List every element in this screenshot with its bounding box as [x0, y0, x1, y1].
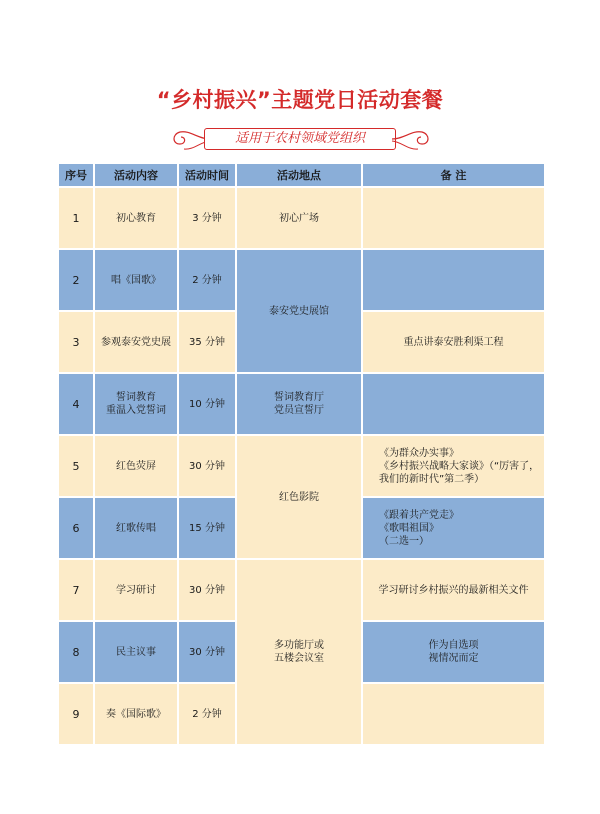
row-place-line: 誓词教育厅 — [274, 392, 324, 403]
table-row — [58, 373, 545, 435]
row-no: 8 — [58, 621, 94, 683]
row-time: 30 分钟 — [178, 435, 236, 497]
row-place: 泰安党史展馆 — [236, 249, 362, 373]
row-place: 红色影院 — [236, 435, 362, 559]
row-content: 唱《国歌》 — [94, 249, 178, 311]
table-header-row — [58, 163, 545, 187]
row-place — [236, 373, 362, 435]
table-row — [58, 559, 545, 621]
row-note-line: 我们的新时代”第二季） — [379, 473, 485, 485]
row-note-line: 《为群众办实事》 — [379, 447, 459, 459]
row-note: 重点讲泰安胜利渠工程 — [362, 311, 545, 373]
row-note-line: 《跟着共产党走》 — [379, 509, 459, 521]
row-time: 2 分钟 — [178, 249, 236, 311]
header-note: 备 注 — [362, 163, 545, 187]
row-content — [94, 373, 178, 435]
row-time: 30 分钟 — [178, 559, 236, 621]
row-content: 民主议事 — [94, 621, 178, 683]
activity-table — [57, 162, 546, 746]
row-note — [362, 435, 545, 497]
row-note — [362, 249, 545, 311]
row-content: 奏《国际歌》 — [94, 683, 178, 745]
row-place — [236, 559, 362, 745]
row-no: 2 — [58, 249, 94, 311]
row-note — [362, 187, 545, 249]
row-no: 1 — [58, 187, 94, 249]
row-no: 5 — [58, 435, 94, 497]
decorative-swirl-right-icon — [390, 126, 434, 154]
subtitle-banner — [168, 126, 434, 154]
subtitle: 适用于农村领域党组织 — [204, 128, 396, 150]
row-no: 3 — [58, 311, 94, 373]
row-no: 9 — [58, 683, 94, 745]
row-content: 初心教育 — [94, 187, 178, 249]
row-time: 3 分钟 — [178, 187, 236, 249]
row-content-line: 重温入党誓词 — [106, 405, 166, 416]
page-title: “乡村振兴”主题党日活动套餐 — [156, 88, 444, 112]
row-time: 15 分钟 — [178, 497, 236, 559]
row-note — [362, 683, 545, 745]
table-row — [58, 187, 545, 249]
header-no: 序号 — [58, 163, 94, 187]
header-place: 活动地点 — [236, 163, 362, 187]
row-time: 10 分钟 — [178, 373, 236, 435]
row-time: 30 分钟 — [178, 621, 236, 683]
row-no: 4 — [58, 373, 94, 435]
row-note-line: （二选一） — [379, 535, 429, 547]
row-note — [362, 497, 545, 559]
row-note-line: 《歌唱祖国》 — [379, 522, 439, 534]
row-time: 2 分钟 — [178, 683, 236, 745]
row-place-line: 党员宣誓厅 — [274, 405, 324, 416]
row-no: 7 — [58, 559, 94, 621]
row-note-line: 视情况而定 — [428, 653, 479, 664]
row-content: 红歌传唱 — [94, 497, 178, 559]
table-row — [58, 435, 545, 497]
row-note — [362, 373, 545, 435]
table-row — [58, 249, 545, 311]
row-note-line: 作为自选项 — [428, 640, 479, 651]
header-content: 活动内容 — [94, 163, 178, 187]
row-note — [362, 621, 545, 683]
row-content: 学习研讨 — [94, 559, 178, 621]
row-content: 红色荧屏 — [94, 435, 178, 497]
row-content: 参观泰安党史展 — [94, 311, 178, 373]
row-place-line: 五楼会议室 — [274, 653, 324, 664]
row-note-line: 《乡村振兴战略大家谈》（“厉害了， — [379, 460, 540, 472]
row-no: 6 — [58, 497, 94, 559]
row-note: 学习研讨乡村振兴的最新相关文件 — [362, 559, 545, 621]
row-place: 初心广场 — [236, 187, 362, 249]
header-time: 活动时间 — [178, 163, 236, 187]
row-content-line: 誓词教育 — [116, 392, 156, 403]
row-time: 35 分钟 — [178, 311, 236, 373]
row-place-line: 多功能厅或 — [274, 640, 324, 651]
